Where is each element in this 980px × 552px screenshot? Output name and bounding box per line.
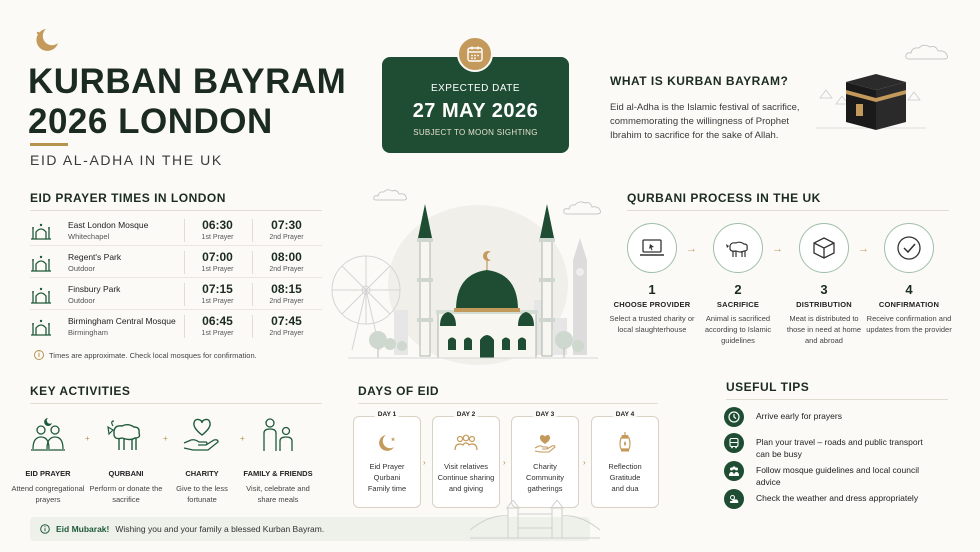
weather-icon xyxy=(724,489,744,509)
arrow-right-icon: › xyxy=(583,458,586,467)
what-is-title: WHAT IS KURBAN BAYRAM? xyxy=(610,74,789,88)
bus-icon xyxy=(724,433,744,453)
activities-title: KEY ACTIVITIES xyxy=(30,384,131,398)
info-icon: i xyxy=(34,350,44,360)
prayer-times-divider xyxy=(30,210,322,211)
day-line: Visit relatives xyxy=(443,462,489,471)
heart-hand-icon xyxy=(164,413,240,457)
tower-bridge-illustration xyxy=(470,500,600,542)
people-icon xyxy=(724,461,744,481)
day-line: Family time xyxy=(367,484,407,493)
arrow-right-icon: → xyxy=(686,243,697,255)
first-prayer-time: 07:15 xyxy=(202,282,233,296)
second-prayer-label: 2nd Prayer xyxy=(269,298,304,305)
column-divider xyxy=(252,219,253,242)
tip-item xyxy=(724,407,924,427)
activities-divider xyxy=(30,403,322,404)
activity-description: Attend congregational prayers xyxy=(11,484,85,504)
step-title: DISTRIBUTION xyxy=(796,300,852,309)
prayer-row xyxy=(30,247,322,278)
group-icon xyxy=(433,433,499,453)
expected-date-label: EXPECTED DATE xyxy=(430,83,521,94)
second-prayer-time: 08:00 xyxy=(271,250,302,264)
praying-people-icon xyxy=(10,413,86,457)
plus-icon: + xyxy=(163,434,168,443)
first-prayer-label: 1st Prayer xyxy=(201,298,234,305)
step-title: CHOOSE PROVIDER xyxy=(613,300,691,309)
qurbani-divider xyxy=(627,210,949,211)
prayer-row xyxy=(30,215,322,246)
mosque-name: East London Mosque xyxy=(68,220,149,230)
day-card xyxy=(511,411,579,508)
first-prayer-label: 1st Prayer xyxy=(201,330,234,337)
family-icon xyxy=(240,413,316,457)
step-title: CONFIRMATION xyxy=(878,300,940,309)
calendar-icon xyxy=(457,36,493,72)
clock-icon xyxy=(724,407,744,427)
column-divider xyxy=(252,315,253,338)
tip-item xyxy=(724,433,924,460)
crescent-star-icon xyxy=(354,433,420,453)
step-title: SACRIFICE xyxy=(716,300,760,309)
activity-description: Give to the less fortunate xyxy=(176,484,228,504)
prayer-times-title: EID PRAYER TIMES IN LONDON xyxy=(30,191,226,205)
page-subtitle: EID AL-ADHA IN THE UK xyxy=(30,152,223,168)
day-card xyxy=(432,411,500,508)
step-number: 1 xyxy=(648,282,656,297)
column-divider xyxy=(184,315,185,338)
first-prayer-time: 06:30 xyxy=(202,218,233,232)
arrow-right-icon: › xyxy=(503,458,506,467)
activity-title: FAMILY & FRIENDS xyxy=(243,469,313,478)
day-line: Qurbani xyxy=(373,473,401,482)
prayer-times-note-text: Times are approximate. Check local mosques for confirmation. xyxy=(49,350,257,360)
step-description: Receive confirmation and updates from the provider xyxy=(866,314,952,334)
column-divider xyxy=(184,219,185,242)
day-line: Continue sharing xyxy=(437,473,495,482)
first-prayer-label: 1st Prayer xyxy=(201,234,234,241)
mosque-location: Outdoor xyxy=(68,296,96,305)
tips-divider xyxy=(726,399,948,400)
first-prayer-time: 06:45 xyxy=(202,314,233,328)
step-description: Animal is sacrificed according to Islamic guidelines xyxy=(704,314,772,345)
second-prayer-time: 07:45 xyxy=(271,314,302,328)
day-line: Charity xyxy=(533,462,557,471)
activity-title: QURBANI xyxy=(108,469,144,478)
day-label: DAY 4 xyxy=(613,411,637,418)
check-icon xyxy=(884,223,934,273)
step-description: Meat is distributed to those in need at home and abroad xyxy=(786,314,862,345)
qurbani-step xyxy=(602,223,702,335)
activity-item xyxy=(10,413,86,505)
activity-title: CHARITY xyxy=(185,469,219,478)
day-line: Community xyxy=(526,473,564,482)
day-card xyxy=(353,411,421,508)
sheep-icon xyxy=(88,413,164,457)
what-is-text: Eid al-Adha is the Islamic festival of sacrifice, commemorating the willingness of Prophet Ibrahim to sacrifice for the sake of Allah. xyxy=(610,102,800,141)
day-line: Reflection xyxy=(608,462,642,471)
day-card xyxy=(591,411,659,508)
plus-icon: + xyxy=(240,434,245,443)
london-mosque-illustration xyxy=(328,190,608,365)
tip-text: Arrive early for prayers xyxy=(756,411,842,421)
column-divider xyxy=(252,251,253,274)
tip-text: Follow mosque guidelines and local council advice xyxy=(756,465,920,487)
first-prayer-label: 1st Prayer xyxy=(201,266,234,273)
expected-date-value: 27 MAY 2026 xyxy=(412,100,539,122)
activity-item xyxy=(88,413,164,505)
second-prayer-label: 2nd Prayer xyxy=(269,330,304,337)
prayer-row xyxy=(30,279,322,310)
activity-title: EID PRAYER xyxy=(25,469,71,478)
crescent-moon-icon xyxy=(30,26,60,54)
day-label: DAY 2 xyxy=(454,411,478,418)
second-prayer-time: 07:30 xyxy=(271,218,302,232)
mosque-icon xyxy=(30,220,52,240)
day-line: gatherings xyxy=(527,484,563,493)
day-line: and dua xyxy=(611,484,639,493)
activity-item xyxy=(164,413,240,505)
tips-title: USEFUL TIPS xyxy=(726,380,810,394)
qurbani-step xyxy=(688,223,788,346)
arrow-right-icon: → xyxy=(858,243,869,255)
heart-hand-icon xyxy=(512,433,578,453)
mosque-icon xyxy=(30,252,52,272)
mosque-name: Finsbury Park xyxy=(68,284,121,294)
box-icon xyxy=(799,223,849,273)
arrow-right-icon: › xyxy=(423,458,426,467)
day-line: and giving xyxy=(448,484,484,493)
cloud-icon xyxy=(903,43,951,61)
day-line: Gratitude xyxy=(609,473,641,482)
tip-item xyxy=(724,489,924,509)
activity-description: Visit, celebrate and share meals xyxy=(246,484,310,504)
prayer-times-note xyxy=(34,350,257,360)
mosque-name: Regent's Park xyxy=(68,252,122,262)
tip-text: Plan your travel – roads and public transport can be busy xyxy=(756,437,923,459)
activity-description: Perform or donate the sacrifice xyxy=(89,484,163,504)
step-number: 4 xyxy=(905,282,913,297)
tip-item xyxy=(724,461,924,488)
second-prayer-label: 2nd Prayer xyxy=(269,266,304,273)
qurbani-title: QURBANI PROCESS IN THE UK xyxy=(627,191,821,205)
prayer-row xyxy=(30,311,322,342)
second-prayer-time: 08:15 xyxy=(271,282,302,296)
days-title: DAYS OF EID xyxy=(358,384,440,398)
footer-text: Wishing you and your family a blessed Kurban Bayram. xyxy=(115,524,325,534)
laptop-icon xyxy=(627,223,677,273)
title-underline xyxy=(30,143,68,146)
days-divider xyxy=(358,403,658,404)
activity-item xyxy=(240,413,316,505)
mosque-name: Birmingham Central Mosque xyxy=(68,316,176,326)
step-description: Select a trusted charity or local slaughterhouse xyxy=(609,314,695,334)
sheep-icon xyxy=(713,223,763,273)
kaaba-illustration xyxy=(816,60,926,134)
step-number: 3 xyxy=(820,282,828,297)
mosque-location: Outdoor xyxy=(68,264,96,273)
second-prayer-label: 2nd Prayer xyxy=(269,234,304,241)
column-divider xyxy=(184,251,185,274)
day-label: DAY 1 xyxy=(375,411,399,418)
footer-greeting: Eid Mubarak! xyxy=(56,524,110,534)
column-divider xyxy=(252,283,253,306)
day-line: Eid Prayer xyxy=(369,462,405,471)
tip-text: Check the weather and dress appropriately xyxy=(756,493,919,503)
day-label: DAY 3 xyxy=(533,411,557,418)
mosque-icon xyxy=(30,316,52,336)
column-divider xyxy=(184,283,185,306)
plus-icon: + xyxy=(85,434,90,443)
mosque-location: Whitechapel xyxy=(68,232,110,241)
qurbani-step xyxy=(859,223,959,335)
mosque-location: Birmingham xyxy=(68,328,109,337)
arrow-right-icon: → xyxy=(772,243,783,255)
lantern-icon xyxy=(592,433,658,453)
page-title: KURBAN BAYRAM 2026 LONDON xyxy=(28,62,347,141)
step-number: 2 xyxy=(734,282,742,297)
first-prayer-time: 07:00 xyxy=(202,250,233,264)
info-icon xyxy=(40,524,50,534)
mosque-icon xyxy=(30,284,52,304)
expected-date-note: SUBJECT TO MOON SIGHTING xyxy=(413,128,538,137)
